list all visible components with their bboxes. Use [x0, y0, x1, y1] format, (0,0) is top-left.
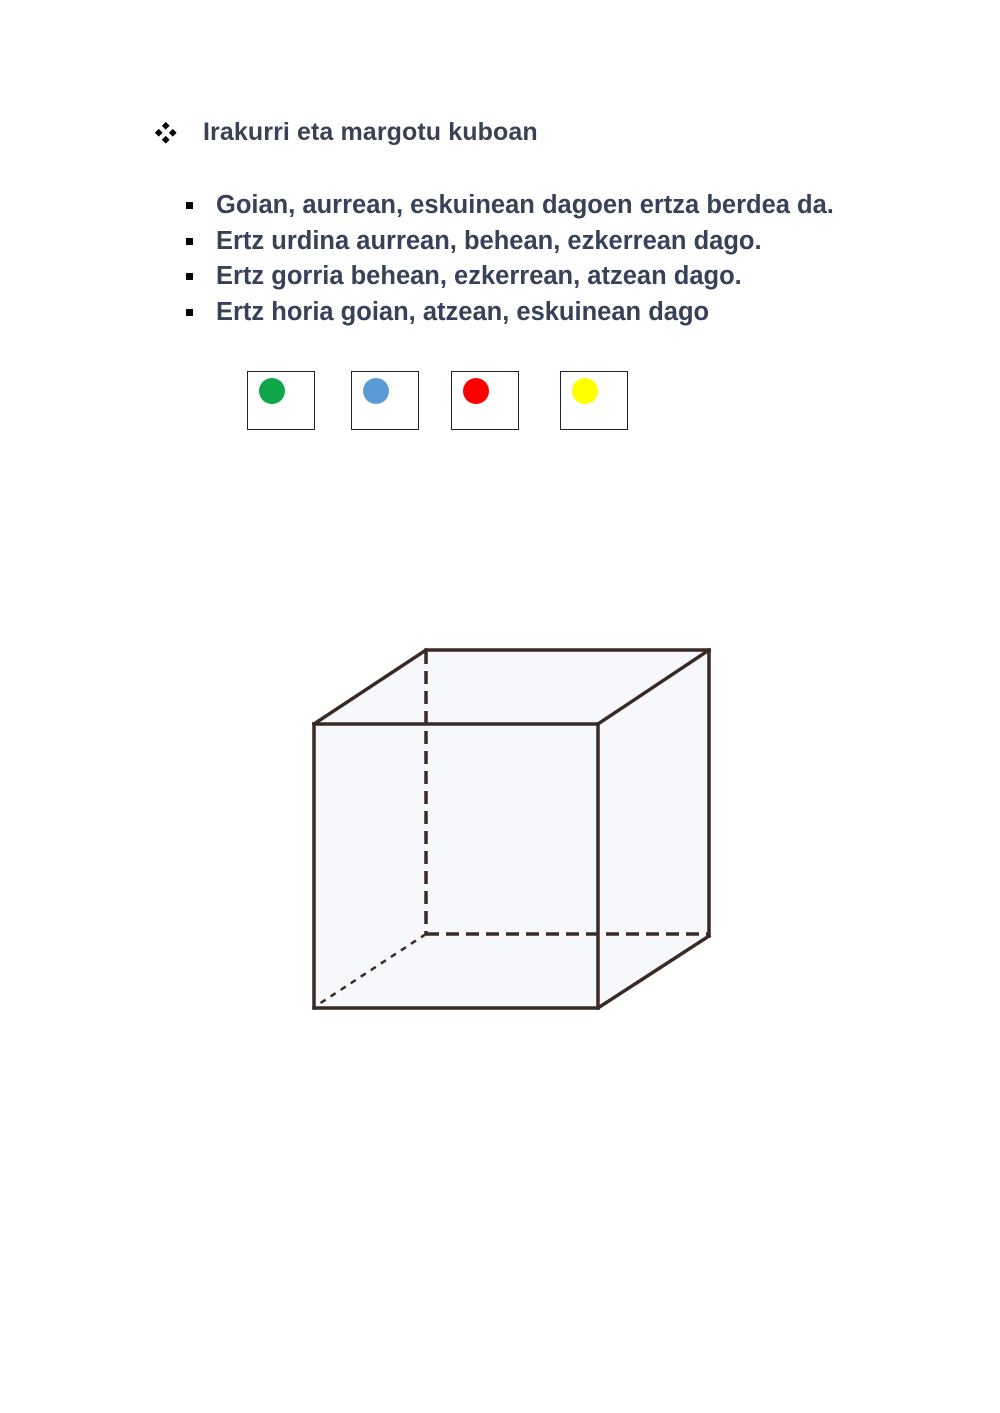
yellow-dot-icon [572, 378, 598, 404]
instruction-list [186, 188, 834, 330]
cube-drawing [312, 646, 712, 1012]
instruction-text: Goian, aurrean, eskuinean dagoen ertza berdea da. [216, 191, 834, 220]
color-swatch-red[interactable] [451, 371, 519, 430]
green-dot-icon [259, 378, 285, 404]
color-swatch-blue[interactable] [351, 371, 419, 430]
instruction-text: Ertz urdina aurrean, behean, ezkerrean dago. [216, 226, 762, 255]
list-item [186, 259, 834, 295]
color-swatch-yellow[interactable] [560, 371, 628, 430]
heading-text: Irakurri eta margotu kuboan [203, 118, 538, 146]
square-bullet-icon [186, 202, 193, 209]
blue-dot-icon [363, 378, 389, 404]
square-bullet-icon [186, 273, 193, 280]
cube-face-fill [314, 650, 709, 1008]
square-bullet-icon [186, 309, 193, 316]
red-dot-icon [463, 378, 489, 404]
instruction-text: Ertz horia goian, atzean, eskuinean dago [216, 297, 710, 326]
diamond-dots-bullet-icon [155, 122, 177, 144]
instruction-text: Ertz gorria behean, ezkerrean, atzean dago. [216, 262, 742, 291]
heading [155, 118, 538, 147]
square-bullet-icon [186, 238, 193, 245]
list-item [186, 188, 834, 224]
list-item [186, 295, 834, 331]
color-swatch-green[interactable] [247, 371, 315, 430]
list-item [186, 224, 834, 260]
